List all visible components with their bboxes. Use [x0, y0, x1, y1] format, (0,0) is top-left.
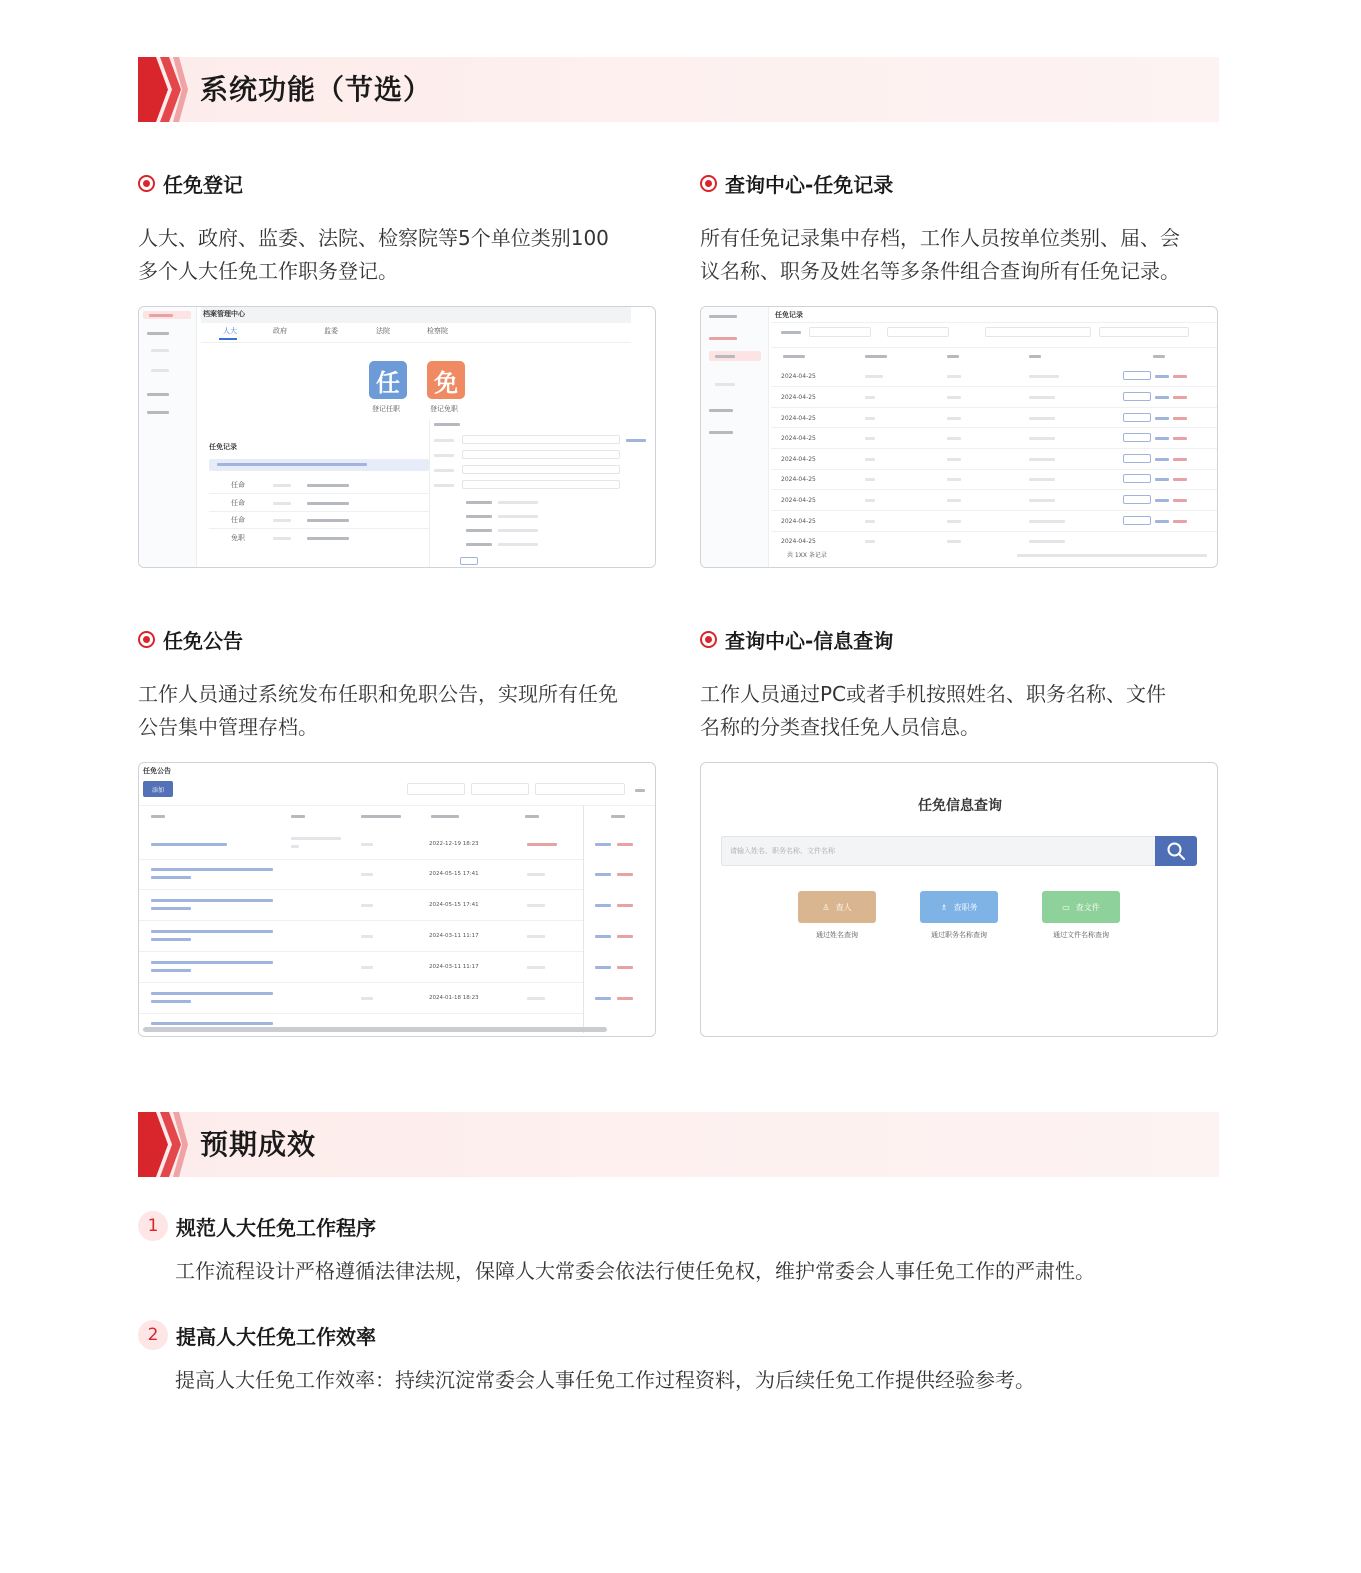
mock-search-button: [1155, 836, 1197, 866]
outcome-item: [138, 1320, 1219, 1394]
chevron-decoration-icon: [138, 57, 188, 122]
mock-header: 任免记录: [775, 311, 803, 319]
mock-find-person-button: ♙ 查人: [798, 891, 876, 923]
mock-tab-active: 人大: [223, 327, 237, 335]
feature-title: 任免公告: [163, 628, 243, 653]
mock-scrollbar: [143, 1027, 607, 1032]
screenshot-announcement: 任免公告 添加 2022-12-19 18:23 2024-05-15 17:41 2024-05-15 17:41 2024-03-11 11:17 2024-03-11 11:17 2024-01-18 18:23: [138, 762, 656, 1037]
badge-icon: ♗: [940, 902, 948, 912]
feature-query-records: [700, 168, 1218, 288]
target-bullet-icon: [138, 631, 155, 648]
mock-total-count: 共 1XX 条记录: [787, 552, 827, 559]
mock-sidebar: [701, 307, 769, 568]
feature-description: 工作人员通过PC或者手机按照姓名、职务名称、文件 名称的分类查找任免人员信息。: [700, 682, 1167, 739]
section-header-functions: [138, 57, 1219, 122]
mock-sidebar: [139, 307, 197, 568]
feature-description: 所有任免记录集中存档，工作人员按单位类别、届、会 议名称、职务及姓名等多条件组合查询所有任免记录。: [700, 226, 1180, 283]
target-bullet-icon: [138, 175, 155, 192]
screenshot-registration: 档案管理中心 人大 政府 监委 法院 检察院 任 免 登记任职 登记免职 任免记录 任命 任命 任命 免职: [138, 306, 656, 568]
outcome-number: 2: [138, 1320, 168, 1350]
outcome-number: 1: [138, 1211, 168, 1241]
mock-header: 任免公告: [143, 767, 171, 775]
mock-add-button: 添加: [143, 781, 173, 797]
feature-title: 任免登记: [163, 172, 243, 197]
section-header-outcomes: [138, 1112, 1219, 1177]
feature-title: 查询中心-信息查询: [725, 628, 894, 653]
chevron-decoration-icon: [138, 1112, 188, 1177]
section-title: 系统功能（节选）: [200, 73, 433, 106]
mock-find-post-button: ♗ 查职务: [920, 891, 998, 923]
mock-record-title: 任免记录: [209, 443, 237, 451]
outcome-item: [138, 1211, 1219, 1285]
mock-search-input: 请输入姓名、职务名称、文件名称: [721, 836, 1157, 866]
outcome-title: 规范人大任免工作程序: [176, 1215, 376, 1240]
outcome-description: 提高人大任免工作效率：持续沉淀常委会人事任免工作过程资料，为后续任免工作提供经验参考。: [175, 1368, 1035, 1392]
feature-description: 人大、政府、监委、法院、检察院等5个单位类别100 多个人大任免工作职务登记。: [138, 226, 609, 283]
mock-appoint-button: 任: [369, 361, 407, 399]
person-icon: ♙: [822, 902, 830, 912]
mock-header: 档案管理中心: [203, 310, 245, 318]
section-title: 预期成效: [200, 1128, 317, 1161]
mock-find-file-button: ▭ 查文件: [1042, 891, 1120, 923]
mock-header: 任免信息查询: [918, 798, 1002, 814]
feature-description: 工作人员通过系统发布任职和免职公告，实现所有任免 公告集中管理存档。: [138, 682, 618, 739]
feature-info-query: [700, 624, 1218, 744]
feature-appointment-registration: [138, 168, 656, 288]
screenshot-info-query: 任免信息查询 请输入姓名、职务名称、文件名称 ♙ 查人 ♗ 查职务 ▭ 查文件 通过姓名查询 通过职务名称查询 通过文件名称查询: [700, 762, 1218, 1037]
search-icon: [1166, 841, 1186, 861]
mock-form-panel: [429, 419, 655, 568]
outcome-description: 工作流程设计严格遵循法律法规，保障人大常委会依法行使任免权，维护常委会人事任免工作的严肃性。: [175, 1259, 1095, 1283]
target-bullet-icon: [700, 175, 717, 192]
feature-title: 查询中心-任免记录: [725, 172, 894, 197]
feature-announcement: [138, 624, 656, 744]
screenshot-query-records: 任免记录 2024-04-25 2024-04-25 2024-04-25 2024-04-25 2024-04-25 2024-04-25 2024-04-25 2024-04-25 2024-04-25 共 1XX 条记录: [700, 306, 1218, 568]
outcome-title: 提高人大任免工作效率: [176, 1324, 376, 1349]
target-bullet-icon: [700, 631, 717, 648]
mock-remove-button: 免: [427, 361, 465, 399]
folder-icon: ▭: [1062, 902, 1070, 912]
